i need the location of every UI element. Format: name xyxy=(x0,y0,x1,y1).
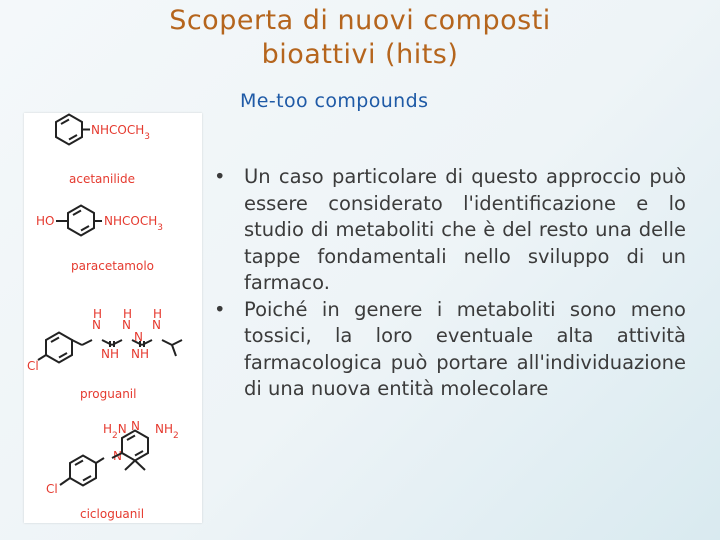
proguanil-h-3: H xyxy=(123,307,133,321)
paracetamol-substituent: $NHCOCH_3$ xyxy=(104,214,163,233)
slide-title-line-1: Scoperta di nuovi composti xyxy=(169,5,551,36)
bullet-text: Un caso particolare di questo approccio può essere considerato l'identificazione e lo studio di metaboliti che è del resto una delle tappe fondamentali nello sviluppo di un farmaco. xyxy=(244,165,686,294)
paracetamol-structure xyxy=(36,206,163,274)
proguanil-n-4: N xyxy=(134,330,143,344)
cycloguanil-amine-right: $NH_2$ xyxy=(155,422,179,441)
proguanil-chlorine: Cl xyxy=(27,359,39,373)
cycloguanil-n-top: N xyxy=(131,419,140,433)
proguanil-label: proguanil xyxy=(80,387,137,401)
acetanilide-substituent: $NHCOCH_3$ xyxy=(91,123,150,142)
acetanilide-label: acetanilide xyxy=(69,172,135,186)
proguanil-n-1: N xyxy=(92,318,101,332)
proguanil-n-3: N xyxy=(152,318,161,332)
cycloguanil-label: cicloguanil xyxy=(80,507,145,521)
paracetamol-hydroxyl: HO xyxy=(36,214,55,228)
cycloguanil-structure xyxy=(46,419,179,521)
chemical-structures-drawing xyxy=(24,113,202,523)
proguanil-nh-1: NH xyxy=(101,347,119,361)
proguanil-h-1: H xyxy=(93,307,103,321)
paracetamol-label: paracetamolo xyxy=(71,259,155,273)
bullet-marker: • xyxy=(214,165,226,188)
proguanil-n-2: N xyxy=(122,318,131,332)
proguanil-h-2: H xyxy=(153,307,163,321)
bullet-list xyxy=(212,164,686,403)
bullet-item xyxy=(212,297,686,403)
acetanilide-structure xyxy=(56,115,150,187)
proguanil-nh-2: NH xyxy=(131,347,149,361)
bullet-text: Poiché in genere i metaboliti sono meno tossici, la loro eventuale alta attività farmacologica può portare all'individuazione di una nuova entità molecolare xyxy=(244,297,686,400)
chemical-structures-panel xyxy=(24,113,202,523)
slide-title-line-2: bioattivi (hits) xyxy=(261,39,459,70)
proguanil-structure xyxy=(27,307,182,401)
bullet-item xyxy=(212,164,686,297)
bullet-marker: • xyxy=(214,297,226,321)
cycloguanil-amine-left: $H_2N$ xyxy=(103,422,127,441)
cycloguanil-chlorine: Cl xyxy=(46,482,58,496)
cycloguanil-n-left: N xyxy=(113,449,122,463)
slide-subtitle: Me-too compounds xyxy=(240,90,429,112)
slide-title xyxy=(0,4,720,72)
